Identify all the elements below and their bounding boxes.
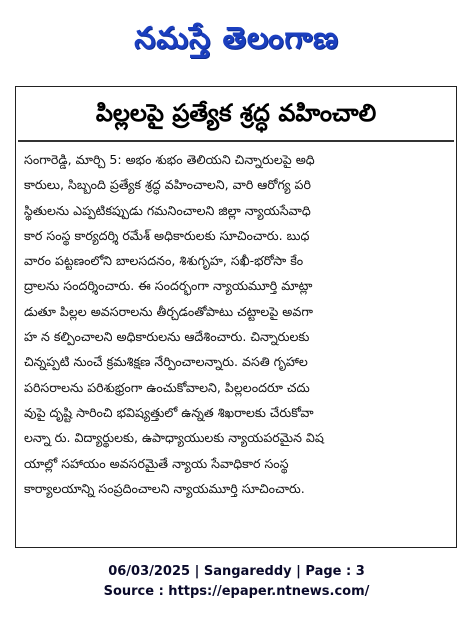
article-line: చిన్నప్పటి నుంచే క్రమశిక్షణ నేర్పించాలన్నారు. వసతి గృహాల [24, 354, 308, 370]
article-line: స్థితులను ఎప్పటికప్పుడు గమనించాలని జిల్లా న్యాయసేవాధి [24, 202, 311, 218]
article-line: ద్రాలను సందర్శించారు. ఈ సందర్భంగా న్యాయమూర్తి మాట్లా [24, 278, 313, 294]
date-edition-page: 06/03/2025 | Sangareddy | Page : 3 [108, 564, 365, 579]
newspaper-masthead: నమస్తే తెలంగాణ [134, 21, 339, 56]
article-line: డుతూ పిల్లల అవసరాలను తీర్చడంతోపాటు చట్టాలపై అవగా [24, 303, 313, 319]
article-line: యాల్లో సహాయం అవసరమైతే న్యాయ సేవాధికార సంస్థ [24, 455, 289, 471]
source-link[interactable]: Source : https://epaper.ntnews.com/ [103, 584, 370, 599]
article-line: పరిసరాలను పరిశుభ్రంగా ఉంచుకోవాలని, పిల్లలందరూ చదు [24, 379, 310, 395]
headline-divider [18, 140, 454, 142]
article-body [24, 147, 448, 501]
article-line: కారులు, సిబ్బంది ప్రత్యేక శ్రద్ధ వహించాలని, వారి ఆరోగ్య పరి [24, 177, 311, 193]
article-line: లన్నా రు. విద్యార్థులకు, ఉపాధ్యాయులకు న్యాయపరమైన విష [24, 430, 324, 446]
clipping-footer [0, 562, 473, 602]
article-line: సంగారెడ్డి, మార్చి 5: అభం శుభం తెలియని చిన్నారులపై అధి [24, 152, 315, 167]
article-line: కార సంస్థ కార్యదర్శి రమేశ్ అధికారులకు సూచించారు. బుధ [24, 227, 310, 243]
article-line: వుపై దృష్టి సారించి భవిష్యత్తులో ఉన్నత శిఖరాలకు చేరుకోవా [24, 404, 314, 420]
article-line: హ న కల్పించాలని అధికారులను ఆదేశించారు. చిన్నారులకు [24, 329, 310, 345]
article-line: వారం పట్టణంలోని బాలసదనం, శిశుగృహ, సఖీ-భరోసా కేం [24, 253, 304, 269]
article-headline: పిల్లలపై ప్రత్యేక శ్రద్ధ వహించాలి [95, 99, 377, 127]
article-line: కార్యాలయాన్ని సంప్రదించాలని న్యాయమూర్తి సూచించారు. [24, 480, 305, 496]
article-clipping [15, 86, 457, 548]
